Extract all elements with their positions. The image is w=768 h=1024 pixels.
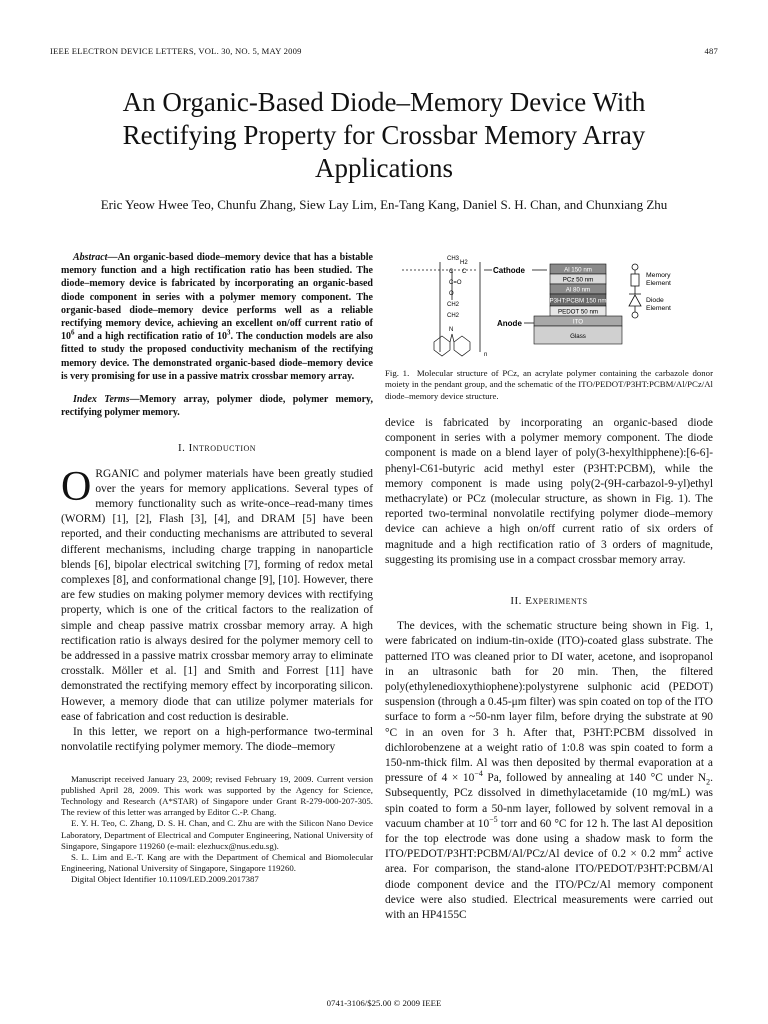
chem-c-2: C xyxy=(462,269,467,275)
device-layer-stack xyxy=(534,264,622,344)
exp-sub-1: 2 xyxy=(706,777,711,787)
chem-co: C=O xyxy=(449,280,462,286)
exp-text-d: torr and 60 °C for 12 h. The last Al deposition for the top electrode was done using a shadow mask to form the ITO/PEDOT/P3HT:PCBM/Al/PCz/Al device of 0.2 × 0.2 mm xyxy=(385,817,713,861)
section-number: I. xyxy=(177,442,189,455)
chem-n: N xyxy=(449,327,454,333)
drop-cap: O xyxy=(61,463,92,510)
intro-paragraph-2-continued: device is fabricated by incorporating an organic-based diode component in series with a polymer memory component. The diode component is made on a blend layer of poly(3-hexylthipphene):[6-6]-phenyl-C61-butyric acid methyl ester (P3HT:PCBM), while the memory component is made using poly(2-(9H-carbazol-9-yl)ethyl methacrylate) or PCz (molecular structure, as shown in Fig. 1). The reported two-terminal nonvolatile rectifying polymer diode–memory device can achieve a high on/off current ratio of six orders of magnitude and a high rectification ratio of 3 orders of magnitude, suggesting its promising use in a compact crossbar memory array. xyxy=(385,417,713,566)
section-heading-experiments xyxy=(385,594,713,609)
author-list: Eric Yeow Hwee Teo, Chunfu Zhang, Siew Lay Lim, En-Tang Kang, Daniel S. H. Chan, and Chunxiang Zhu xyxy=(100,197,668,212)
intro-text: and polymer materials have been greatly studied over the years for memory applications. Several types of memory functionality such as write-once–read-many times (WORM) [1], [2], Flash [3], [4], and DRAM [5] have been reported, and their conducting mechanisms are attributed to several different mechanisms, including charge trapping in nanoparticle blends [6], bipolar electrical switching [7], forming of redox metal complexes [8], and conformational change [9], [10]. However, there are few studies on making polymer memory devices with rectifying property, which is one of the critical factors to the realization of simple and cheap passive matrix crossbar memory array. A high rectification ratio is always desired for the polymer memory cell to be addressed in a passive matrix crossbar memory array to eliminate crosstalk. Möller et al. [1] and Smith and Forrest [11] have demonstrated the rectifying memory effect by incorporating silicon. However, a memory diode that can utilize polymer materials for ease of fabrication and cost reduction is desirable. xyxy=(61,467,373,723)
circuit-symbols xyxy=(629,264,671,318)
caption-text: Molecular structure of PCz, an acrylate polymer containing the carbazole donor moiety in the pendant group, and the schematic of the ITO/PEDOT/P3HT:PCBM/Al/PCz/Al diode–memory device structure. xyxy=(385,368,713,401)
index-terms-label: Index Terms xyxy=(73,394,130,406)
footnotes xyxy=(61,774,373,886)
page-footer: 0741-3106/$25.00 © 2009 IEEE xyxy=(326,998,442,1008)
intro-lead-word: RGANIC xyxy=(95,467,140,480)
caption-label: Fig. 1. xyxy=(385,368,410,378)
chem-h2: H2 xyxy=(460,260,468,266)
exp-text-b: Pa, followed by annealing at 140 °C under N xyxy=(482,772,707,785)
layer-pedot: PEDOT 50 nm xyxy=(557,308,599,316)
abstract-sup-2: 3 xyxy=(227,328,231,337)
page-number: 487 xyxy=(704,46,718,56)
section-heading-introduction xyxy=(61,441,373,456)
footnote-doi: Digital Object Identifier 10.1109/LED.2009.2017387 xyxy=(71,874,259,885)
section-title: Introduction xyxy=(188,442,257,455)
abstract-text: —An organic-based diode–memory device that has a bistable memory function and a high rectification ratio has been studied. The diode–memory device is fabricated by incorporating an organic-based diode component in series with a polymer memory component. The organic-based diode–memory device performs well as a reliable rectifying memory device, achieving an excellent on/off current ratio of 10 xyxy=(61,252,373,343)
paper-title: An Organic-Based Diode–Memory Device With Rectifying Property for Crossbar Memory Array Applications xyxy=(122,87,646,183)
chem-ch3: CH3 xyxy=(447,256,460,262)
footnote-affiliation-1: E. Y. H. Teo, C. Zhang, D. S. H. Chan, and C. Zhu are with the Silicon Nano Device Laboratory, Department of Electrical and Computer Engineering, National University of Singapore, Singapore 119260 (e-mail: elezhucx@nus.edu.sg). xyxy=(61,818,373,851)
molecular-structure xyxy=(402,256,487,358)
diode-element-label-2: Element xyxy=(646,305,671,312)
figure-1-diagram xyxy=(392,252,712,364)
exp-text-e: active area. For comparison, the stand-alone ITO/PEDOT/P3HT:PCBM/Al diode component device and the ITO/PCz/Al memory component device were also studied. Electrical measurements were carried out with an HP4155C xyxy=(385,848,713,922)
chem-o: O xyxy=(449,291,454,297)
footnote-affiliation-2: S. L. Lim and E.-T. Kang are with the Department of Chemical and Biomolecular Engineering, National University of Singapore, Singapore 119260. xyxy=(61,851,373,874)
abstract-text-2: and a high rectification ratio of 10 xyxy=(74,331,228,343)
left-column xyxy=(61,251,373,886)
layer-ito: ITO xyxy=(572,318,584,326)
abstract-text-3: . The conduction models are also fitted to study the proposed conductivity mechanism of the rectifying memory device. The demonstrated organic-based diode–memory device is very promising for use in a passive matrix crossbar memory array. xyxy=(61,331,373,382)
memory-element-label-2: Element xyxy=(646,280,671,287)
layer-al-mid: Al 80 nm xyxy=(565,286,591,294)
abstract xyxy=(61,251,373,383)
memory-element-label: Memory xyxy=(646,272,671,279)
intro-paragraph-1 xyxy=(61,463,373,725)
journal-info: IEEE ELECTRON DEVICE LETTERS, VOL. 30, NO. 5, MAY 2009 xyxy=(50,46,302,56)
exp-text-a: The devices, with the schematic structure being shown in Fig. 1, were fabricated on indium-tin-oxide (ITO)-coated glass substrate. The patterned ITO was cleaned prior to DI water, acetone, and isopropanol in an ultrasonic bath for 20 min. Then, the filtered poly(ethylenedioxythiophene):polystyrene sulphonic acid (PEDOT) suspension (through a 0.45-μm filter) was spin coated on top of the ITO surface to form a ~50-nm layer film, before drying the substrate at 90 °C in an oven for 3 h. After that, P3HT:PCBM dissolved in dichlorobenzene at a weight ratio of 1:0.8 was spin coated to form a 150-nm-thick film. Al was then deposited by thermal evaporation at a pressure of 4 × 10 xyxy=(385,620,713,785)
right-column xyxy=(385,416,713,923)
anode-label: Anode xyxy=(497,319,522,328)
index-terms xyxy=(61,393,373,419)
diode-element-label: Diode xyxy=(646,297,664,304)
experiments-paragraph-1 xyxy=(385,619,713,923)
chem-c: C xyxy=(449,269,454,275)
cathode-label: Cathode xyxy=(493,266,525,275)
section-title-2: Experiments xyxy=(525,595,588,608)
chem-n-sub: n xyxy=(484,352,488,358)
section-number-2: II. xyxy=(510,595,526,608)
layer-p3ht-pcbm: P3HT:PCBM 150 nm xyxy=(549,297,607,305)
abstract-sup: 6 xyxy=(71,328,75,337)
layer-glass: Glass xyxy=(570,333,586,340)
exp-sup-2: −5 xyxy=(489,815,498,825)
chem-ch2-a: CH2 xyxy=(447,302,460,308)
layer-pcz: PCz 50 nm xyxy=(562,276,594,284)
layer-al-top: Al 150 nm xyxy=(564,266,592,274)
index-terms-text: —Memory array, polymer diode, polymer memory, rectifying polymer memory. xyxy=(61,394,373,419)
running-header xyxy=(50,46,718,56)
chem-ch2-b: CH2 xyxy=(447,313,460,319)
footnote-manuscript: Manuscript received January 23, 2009; revised February 19, 2009. Current version published April 28, 2009. This work was supported by the Agency for Science, Technology and Research (A*STAR) of Singapore under Grant R-279-000-207-305. The review of this letter was arranged by Editor C.-P. Chang. xyxy=(61,773,373,818)
figure-1 xyxy=(392,252,712,364)
exp-text-c: . Subsequently, PCz dissolved in dimethylacetamide (10 mg/mL) was spin coated to form a 50-nm layer, followed by solvent removal in a vacuum chamber at 10 xyxy=(385,772,713,830)
exp-sup-3: 2 xyxy=(677,845,682,855)
figure-1-caption xyxy=(385,368,713,402)
abstract-label: Abstract xyxy=(73,252,108,263)
intro-paragraph-2: In this letter, we report on a high-performance two-terminal nonvolatile rectifying polymer memory. The diode–memory xyxy=(61,726,373,754)
exp-sup-1: −4 xyxy=(474,769,483,779)
